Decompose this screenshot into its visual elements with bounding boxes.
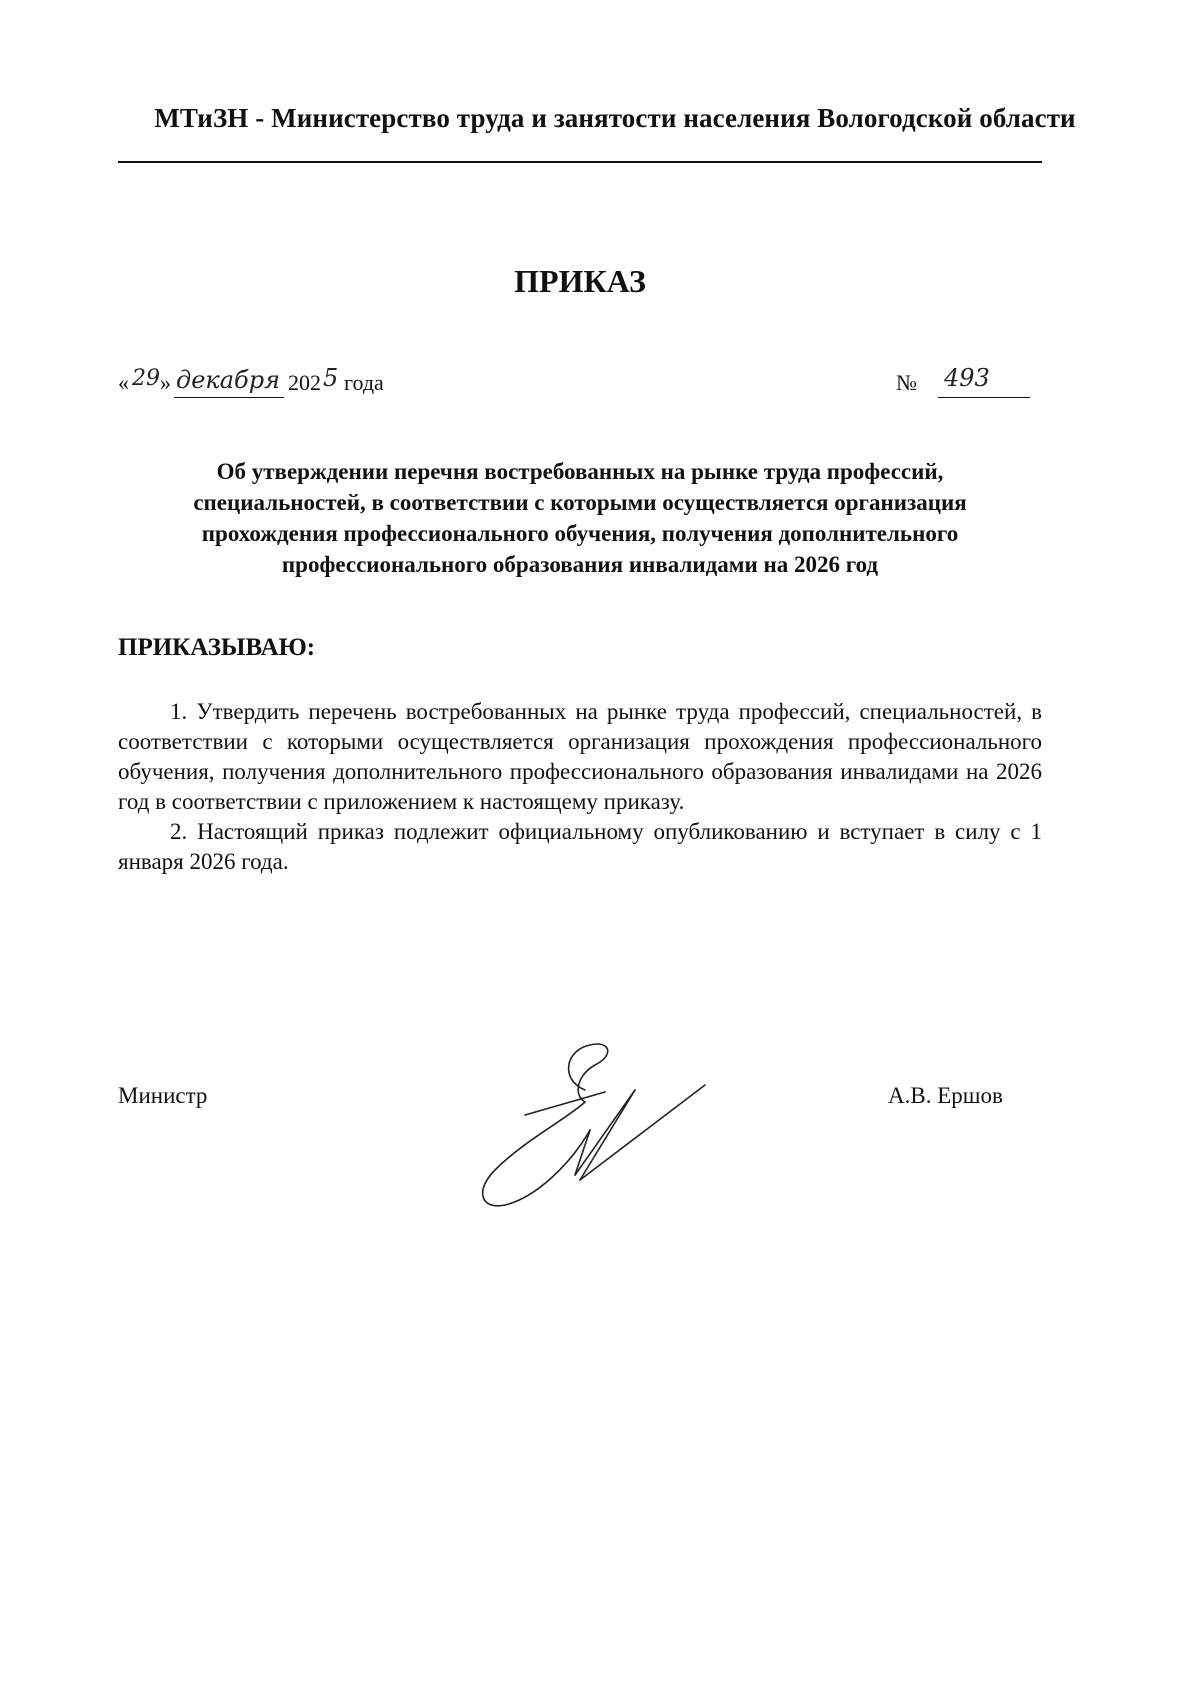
document-subject	[120, 456, 1040, 580]
subject-line: специальностей, в соответствии с которыми осуществляется организация	[193, 490, 967, 515]
header-divider	[118, 161, 1042, 163]
date-day-handwritten: 29	[132, 366, 160, 391]
organization-header: МТиЗН - Министерство труда и занятости населения Вологодской области	[154, 103, 1076, 133]
document-number	[896, 366, 1046, 406]
number-underline	[938, 397, 1030, 398]
subject-line: профессионального образования инвалидами на 2026 год	[281, 552, 879, 577]
subject-line: Об утверждении перечня востребованных на рынке труда профессий,	[216, 459, 944, 484]
subject-line: прохождения профессионального обучения, получения дополнительного	[201, 521, 959, 546]
document-date	[118, 364, 438, 414]
number-value-handwritten: 493	[944, 364, 990, 392]
order-body	[118, 697, 1042, 877]
date-year-handwritten: 5	[323, 364, 339, 392]
signatory-name: А.В. Ершов	[888, 1083, 1003, 1108]
document-title: ПРИКАЗ	[514, 263, 646, 299]
signatory-position: Министр	[118, 1083, 208, 1108]
date-year-prefix: 202	[288, 370, 321, 395]
date-month-underline	[174, 397, 284, 398]
handwritten-signature	[465, 1020, 725, 1220]
date-year-suffix: года	[344, 370, 384, 395]
order-directive: ПРИКАЗЫВАЮ:	[118, 634, 316, 661]
date-close-quote: »	[160, 370, 171, 395]
number-label: №	[896, 370, 917, 395]
order-paragraph: 2. Настоящий приказ подлежит официальному опубликованию и вступает в силу с 1 января 2026 года.	[118, 819, 1042, 874]
date-open-quote: «	[118, 370, 129, 395]
order-paragraph: 1. Утвердить перечень востребованных на рынке труда профессий, специальностей, в соответствии с которыми осуществляется организация прохождения профессионального обучения, получения дополнительного профессионального образования инвалидами на 2026 год в соответствии с приложением к настоящему приказу.	[118, 699, 1042, 814]
date-month-handwritten: декабря	[176, 366, 280, 394]
